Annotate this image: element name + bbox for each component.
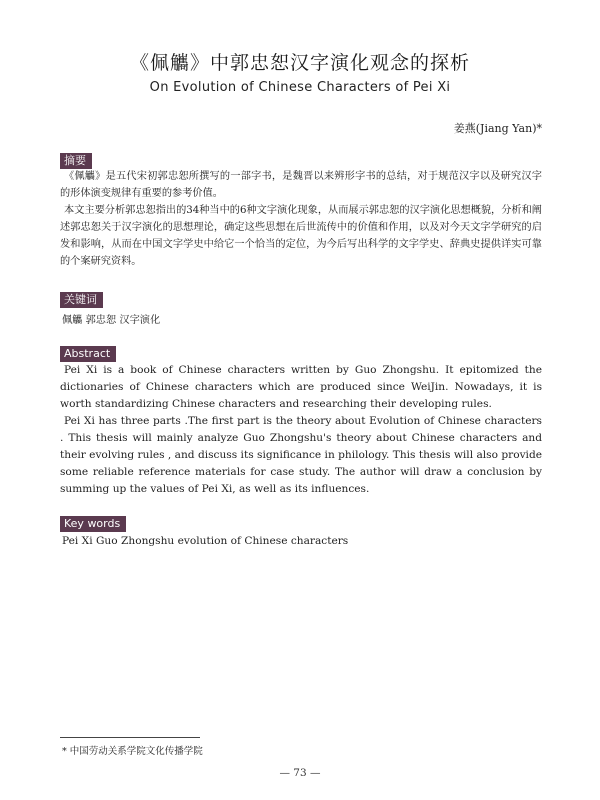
abstract-zh-heading: 摘要 <box>60 153 92 169</box>
abstract-zh-paragraph-1: 《佩觿》是五代宋初郭忠恕所撰写的一部字书，是魏晋以来辨形字书的总结，对于规范汉字以及研究汉字的形体演变规律有重要的参考价值。 <box>60 171 542 199</box>
abstract-zh-paragraph-2: 本文主要分析郭忠恕指出的34种当中的6种文字演化现象，从而展示郭忠恕的汉字演化思想概貌，分析和阐述郭忠恕关于汉字演化的思想理论，确定这些思想在后世流传中的价值和作用，以及对今天文字学研究的启发和影响，从而在中国文字学史中给它一个恰当的定位，为今后写出科学的文字学史、辞典史提供详实可靠的个案研究资料。 <box>60 205 542 267</box>
abstract-zh-body <box>60 168 542 270</box>
author-name: 姜燕(Jiang Yan)* <box>453 122 542 135</box>
abstract-en-paragraph-1: Pei Xi is a book of Chinese characters written by Guo Zhongshu. It epitomized the dictionaries of Chinese characters which are produced since WeiJin. Nowadays, it is worth standardizing Chinese characters and researching their developing rules. <box>60 364 542 410</box>
keywords-en-text: Pei Xi Guo Zhongshu evolution of Chinese characters <box>62 535 349 547</box>
paper-title: 《佩觿》中郭忠恕汉字演化观念的探析 <box>129 52 470 74</box>
abstract-en-body <box>60 362 542 498</box>
footnote-affiliation: * 中国劳动关系学院文化传播学院 <box>62 746 203 757</box>
keywords-zh-heading: 关键词 <box>60 292 103 308</box>
keywords-en-heading: Key words <box>60 516 126 532</box>
abstract-en-paragraph-2: Pei Xi has three parts .The first part is the theory about Evolution of Chinese characters . This thesis will mainly analyze Guo Zhongshu's theory about Chinese characters and their evolving rules , and discuss its significance in philology. This thesis will also provide some reliable reference materials for case study. The author will draw a conclusion by summing up the values of Pei Xi, as well as its influences. <box>60 415 542 495</box>
page-number: — 73 — <box>279 767 321 779</box>
keywords-zh-text: 佩觿 郭忠恕 汉字演化 <box>62 315 161 326</box>
footnote-divider <box>60 737 200 738</box>
abstract-en-heading: Abstract <box>60 346 116 362</box>
paper-subtitle-english: On Evolution of Chinese Characters of Pei Xi <box>149 80 451 95</box>
